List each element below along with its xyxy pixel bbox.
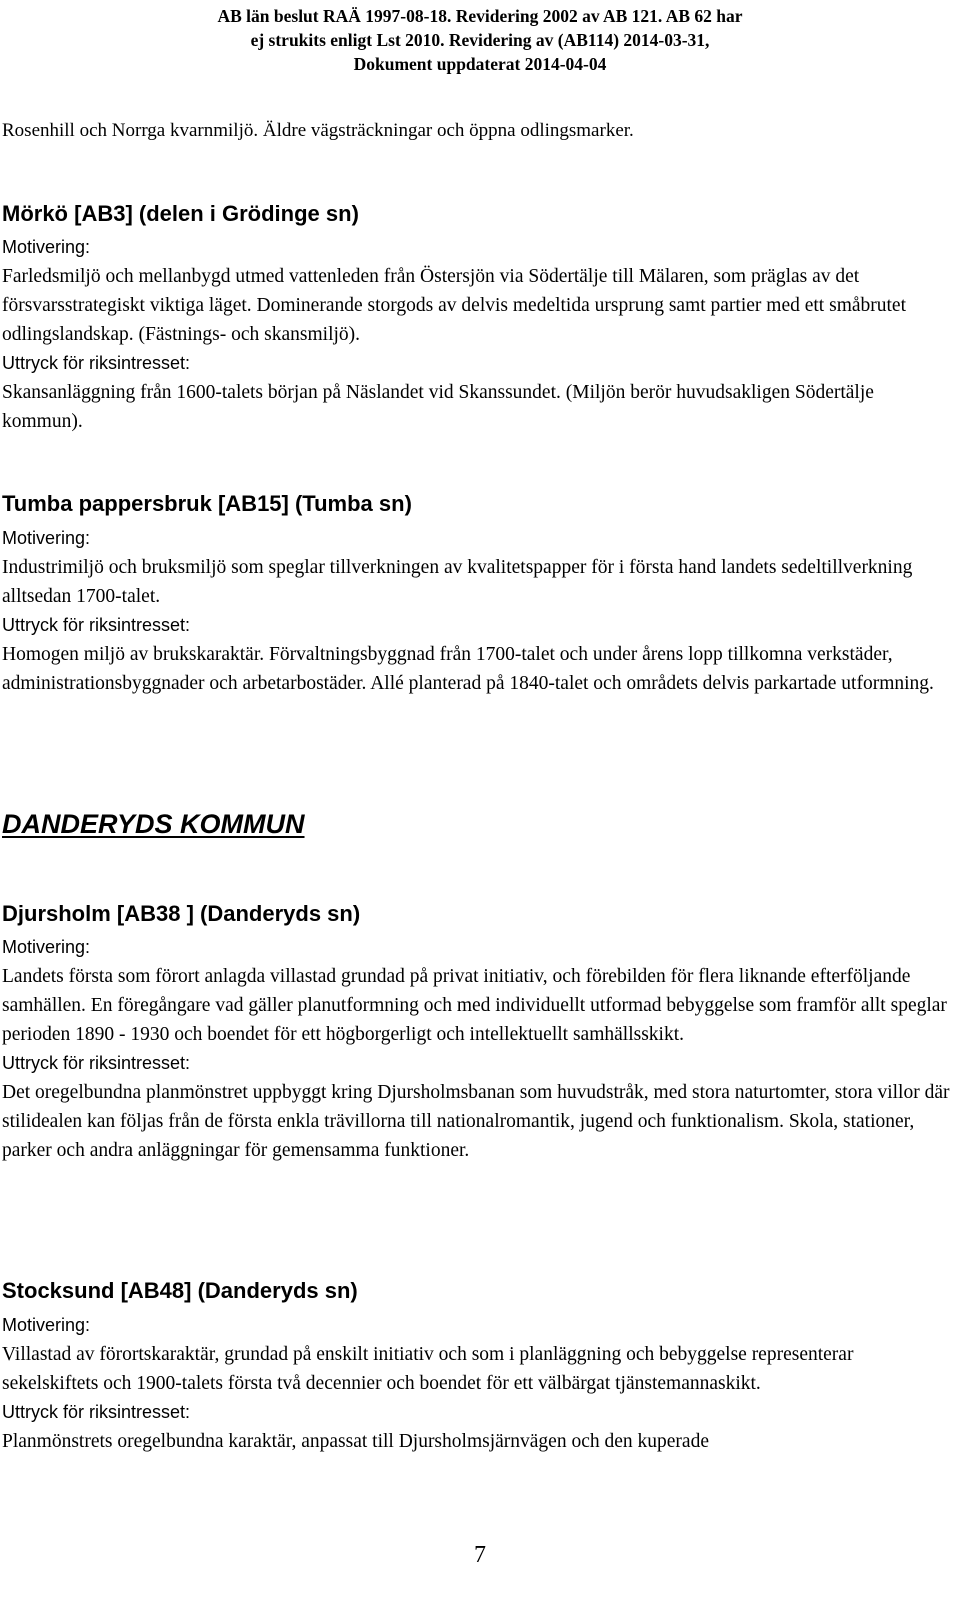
uttryck-label: Uttryck för riksintresset:	[2, 1402, 191, 1422]
document-header	[0, 4, 960, 76]
motivering-label: Motivering:	[2, 937, 91, 957]
section-heading-djursholm: Djursholm [AB38 ] (Danderyds sn)	[2, 901, 361, 926]
motivering-text: Farledsmiljö och mellanbygd utmed vattenleden från Östersjön via Södertälje till Mälaren, som präglas av det försvarsstrategiskt viktiga läget. Dominerande storgods av delvis medeltida ursprung samt partier med ett småbrutet odlingslandskap. (Fästnings- och skansmiljö).	[2, 266, 906, 345]
uttryck-text: Planmönstrets oregelbundna karaktär, anpassat till Djursholmsjärnvägen och den kuperade	[2, 1431, 709, 1452]
kommun-heading: DANDERYDS KOMMUN	[2, 809, 305, 839]
uttryck-text: Det oregelbundna planmönstret uppbyggt kring Djursholmsbanan som huvudstråk, med stora naturtomter, stora villor där stilidealen kan följas från de första enkla trävillorna till nationalromantik, jugend och funktionalism. Skola, stationer, parker och andra anläggningar för gemensamma funktioner.	[2, 1082, 950, 1161]
section-body-stocksund	[2, 1311, 952, 1456]
uttryck-label: Uttryck för riksintresset:	[2, 615, 191, 635]
motivering-label: Motivering:	[2, 237, 91, 257]
header-line-3: Dokument uppdaterat 2014-04-04	[353, 54, 607, 74]
motivering-text: Industrimiljö och bruksmiljö som speglar tillverkningen av kvalitetspapper för i första hand landets sedeltillverkning alltsedan 1700-talet.	[2, 557, 913, 607]
header-line-1: AB län beslut RAÄ 1997-08-18. Revidering 2002 av AB 121. AB 62 har	[217, 6, 743, 26]
motivering-label: Motivering:	[2, 1315, 91, 1335]
section-body-djursholm	[2, 933, 952, 1165]
motivering-label: Motivering:	[2, 528, 91, 548]
page-number: 7	[474, 1542, 486, 1568]
uttryck-label: Uttryck för riksintresset:	[2, 1053, 191, 1073]
uttryck-label: Uttryck för riksintresset:	[2, 353, 191, 373]
motivering-text: Villastad av förortskaraktär, grundad på enskilt initiativ och som i planläggning och bebyggelse representerar sekelskiftets och 1900-talets första två decennier och boendet för ett välbärgat tjänstemannaskikt.	[2, 1344, 854, 1394]
section-heading-stocksund: Stocksund [AB48] (Danderyds sn)	[2, 1278, 358, 1303]
uttryck-text: Skansanläggning från 1600-talets början på Näslandet vid Skanssundet. (Miljön berör huvudsakligen Södertälje kommun).	[2, 382, 874, 432]
section-heading-morko: Mörkö [AB3] (delen i Grödinge sn)	[2, 201, 359, 226]
section-heading-tumba: Tumba pappersbruk [AB15] (Tumba sn)	[2, 491, 412, 516]
intro-text: Rosenhill och Norrga kvarnmiljö. Äldre vägsträckningar och öppna odlingsmarker.	[2, 120, 634, 141]
section-body-tumba	[2, 524, 952, 698]
motivering-text: Landets första som förort anlagda villastad grundad på privat initiativ, och förebilden för flera liknande efterföljande samhällen. En föregångare vad gäller planutformning och med individuellt utformad bebyggelse som framför allt speglar perioden 1890 - 1930 och boendet för ett högborgerligt och intellektuellt samhällsskikt.	[2, 966, 947, 1045]
header-line-2: ej strukits enligt Lst 2010. Revidering av (AB114) 2014-03-31,	[250, 30, 710, 50]
section-body-morko	[2, 233, 952, 436]
uttryck-text: Homogen miljö av brukskaraktär. Förvaltningsbyggnad från 1700-talet och under årens lopp tillkomna verkstäder, administrationsbyggnader och arbetarbostäder. Allé planterad på 1840-talet och områdets delvis parkartade utformning.	[2, 644, 934, 694]
